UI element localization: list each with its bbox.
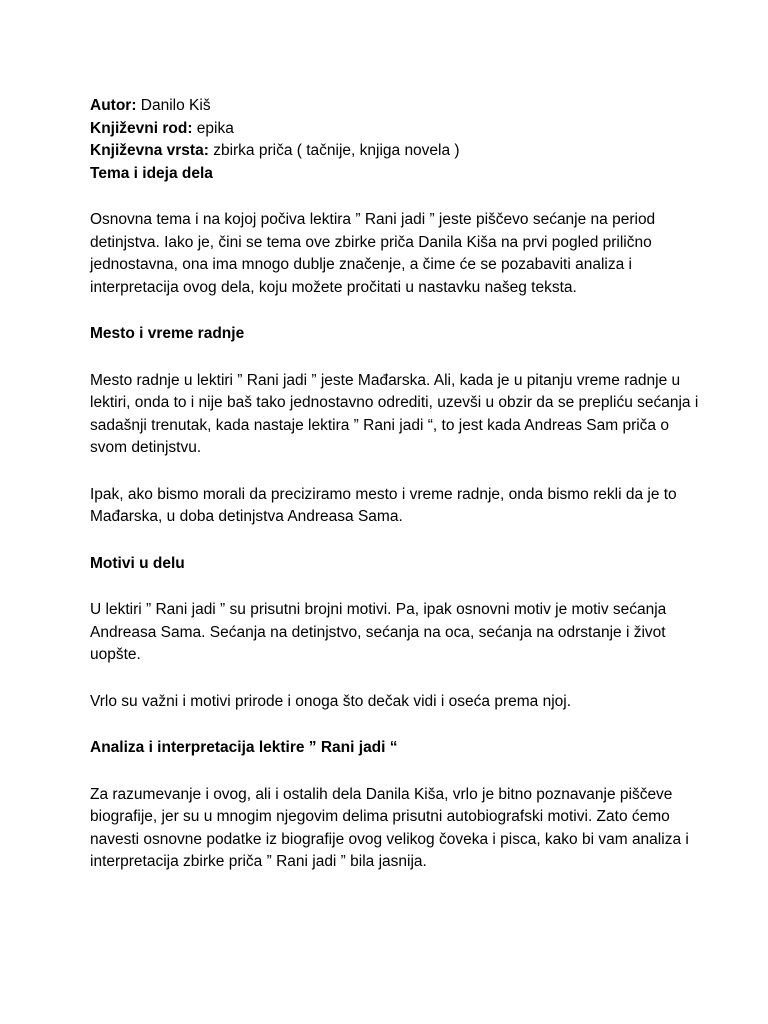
analysis-heading: Analiza i interpretacija lektire ” Rani jadi “: [90, 739, 398, 756]
spacer: [90, 346, 710, 370]
genre-line: [90, 118, 710, 141]
document-body: [90, 95, 710, 874]
motifs-paragraph-1: U lektiri ” Rani jadi ” su prisutni brojni motivi. Pa, ipak osnovni motiv je motiv sećanja Andreasa Sama. Sećanja na detinjstvo, sećanja na oca, sećanja na odrstanje i život uopšte.: [90, 601, 667, 663]
spacer: [90, 460, 710, 484]
spacer: [90, 760, 710, 784]
theme-paragraph: Osnovna tema i na kojoj počiva lektira ” Rani jadi ” jeste piščevo sećanje na period detinjstva. Iako je, čini se tema ove zbirke priča Danila Kiša na prvi pogled prilično jednostavna, ona ima mnogo dublje značenje, a čime će se pozabaviti analiza i interpretacija ovog dela, koju možete pročitati u nastavku našeg teksta.: [90, 211, 656, 296]
genre-value: epika: [192, 119, 234, 137]
spacer: [90, 529, 710, 553]
motifs-paragraph-2: Vrlo su važni i motivi prirode i onoga što dečak vidi i oseća prema njoj.: [90, 692, 572, 710]
spacer: [90, 299, 710, 323]
type-value: zbirka priča ( tačnije, knjiga novela ): [208, 142, 460, 159]
spacer: [90, 713, 710, 737]
place-heading: Mesto i vreme radnje: [90, 325, 245, 342]
place-paragraph-1: Mesto radnje u lektiri ” Rani jadi ” jeste Mađarska. Ali, kada je u pitanju vreme radnje u lektiri, onda to i nije baš tako jednostavno odrediti, uzevši u obzir da se prepliću sećanja i sadašnji trenutak, kada nastaje lektira ” Rani jadi “, to jest kada Andreas Sam priča o svom detinjstvu.: [90, 371, 699, 456]
type-label: Književna vrsta:: [90, 142, 209, 159]
type-line: [90, 140, 710, 163]
spacer: [90, 185, 710, 209]
author-value: Danilo Kiš: [136, 97, 211, 114]
author-line: [90, 95, 710, 118]
genre-label: Književni rod:: [90, 119, 193, 137]
analysis-paragraph: Za razumevanje i ovog, ali i ostalih dela Danila Kiša, vrlo je bitno poznavanje piščeve biografije, jer su u mnogim njegovim delima prisutni autobiografski motivi. Zato ćemo navesti osnovne podatke iz biografije ovog velikog čoveka i pisca, kako bi vam analiza i interpretacija zbirke priča ” Rani jadi ” bila jasnija.: [90, 785, 689, 870]
place-paragraph-2: Ipak, ako bismo morali da preciziramo mesto i vreme radnje, onda bismo rekli da je to Mađarska, u doba detinjstva Andreasa Sama.: [90, 485, 677, 525]
author-label: Autor:: [90, 97, 137, 114]
motifs-heading: Motivi u delu: [90, 554, 185, 572]
theme-heading: Tema i ideja dela: [90, 164, 213, 182]
spacer: [90, 667, 710, 691]
spacer: [90, 575, 710, 599]
